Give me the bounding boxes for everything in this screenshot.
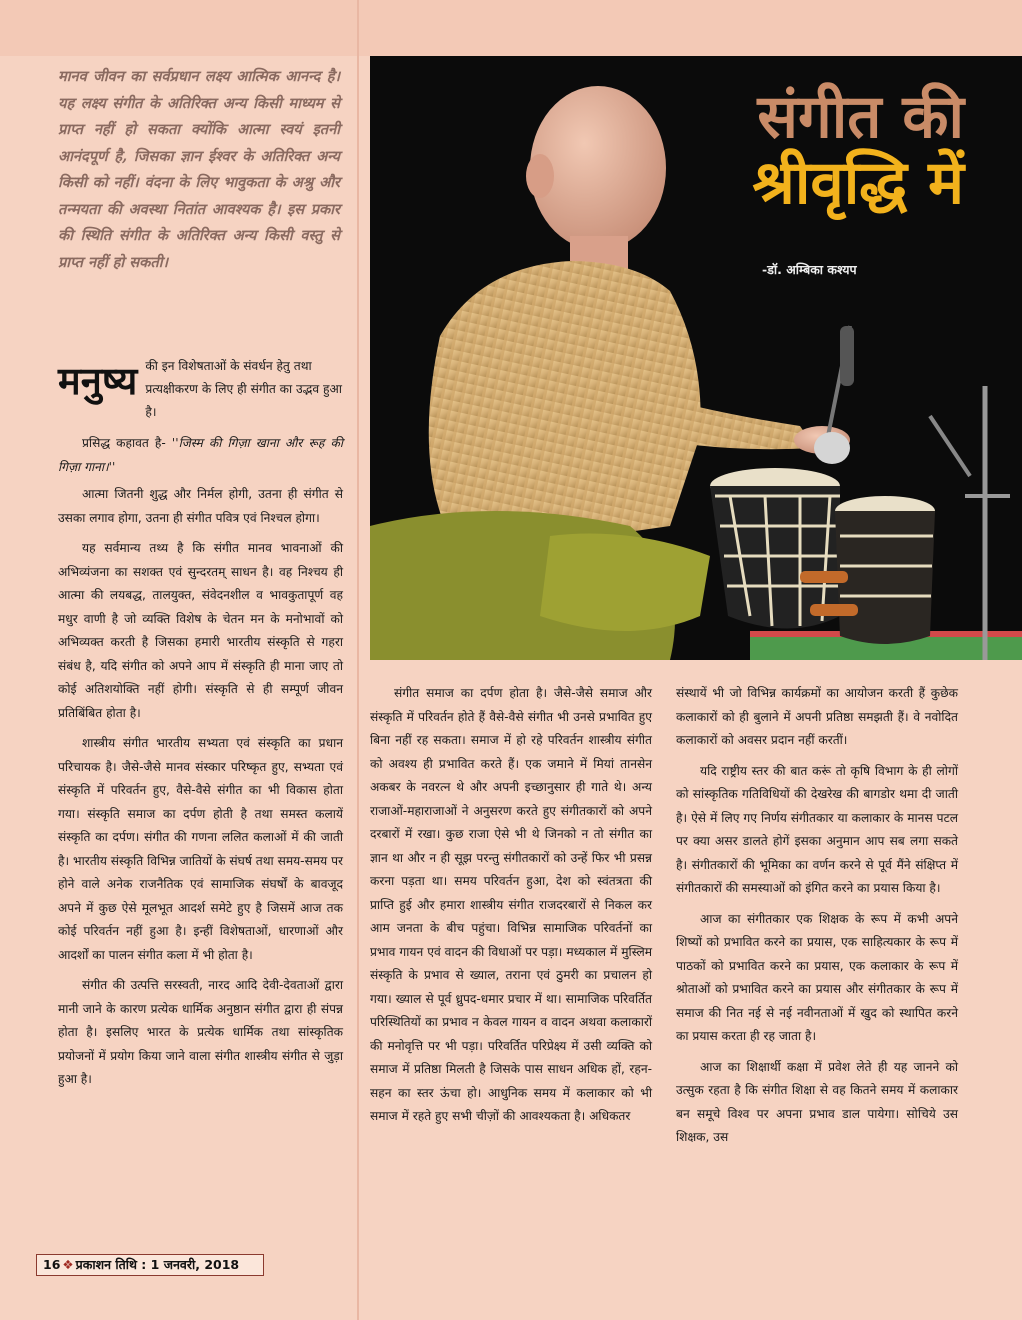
quote-text: ''जिस्म की गिज़ा खाना और रूह की गिज़ा गाना।'' bbox=[58, 436, 343, 474]
top-band bbox=[0, 0, 1022, 56]
quote-lead: प्रसिद्ध कहावत है- bbox=[82, 436, 172, 450]
left-paragraph: आत्मा जितनी शुद्ध और निर्मल होगी, उतना ही संगीत से उसका लगाव होगा, उतना ही संगीत पवित्र एवं निश्चल होगा। bbox=[58, 487, 343, 525]
page-footer bbox=[36, 1254, 264, 1276]
right-paragraph: यदि राष्ट्रीय स्तर की बात करूं तो कृषि विभाग के ही लोगों को सांस्कृतिक गतिविधियों की देखरेख की बागडोर थमा दी जाती है। ऐसे में लिए गए निर्णय संगीतकार या कलाकार के मानस पटल पर क्या असर डालते होगें इसका अनुमान आप सब लगा सकते है। संगीतकारों की भूमिका का वर्णन करने से पूर्व मैंने संक्षिप्त में संगीतकारों की समस्याओं को इंगित करने का प्रयास किया है। bbox=[676, 763, 958, 895]
tabla-player-photo bbox=[370, 56, 1022, 660]
left-paragraph: संगीत की उत्पत्ति सरस्वती, नारद आदि देवी-देवताओं द्वारा मानी जाने के कारण प्रत्येक धार्मिक अनुष्ठान संगीत द्वारा ही संपन्न होता है। इसलिए भारत के प्रत्येक धार्मिक तथा सांस्कृतिक प्रयोजनों में प्रयोग किया जाने वाला संगीत शास्त्रीय संगीत से जुड़ा हुआ है। bbox=[58, 978, 343, 1086]
left-paragraph: यह सर्वमान्य तथ्य है कि संगीत मानव भावनाओं की अभिव्यंजना का सशक्त एवं सुन्दरतम् साधन है। वह निश्चय ही आत्मा की लयबद्ध, तालयुक्त, संवेदनशील व भावकुतापूर्ण वह मधुर वाणी है जो व्यक्ति विशेष के चेतन मन के मनोभावों को अभिव्यक्त करती है जिसका हमारी भारतीय संस्कृति से गहरा संबंध है, यदि संगीत को अपने आप में संस्कृति ही माना जाए तो कोई अतिशयोक्ति नहीं होगी। संस्कृति से ही सम्पूर्ण जीवन प्रतिबिंबित होता है। bbox=[58, 541, 343, 720]
opening-paragraph bbox=[58, 355, 343, 424]
title-line-2: श्रीवृद्धि में bbox=[752, 148, 964, 218]
left-paragraph: शास्त्रीय संगीत भारतीय सभ्यता एवं संस्कृति का प्रधान परिचायक है। जैसे-जैसे मानव संस्कार परिष्कृत हुए, सभ्यता एवं संस्कृति में परिवर्तन हुए, वैसे-वैसे संगीत का भी विकास होता गया। संस्कृति समाज का दर्पण होती है तथा समस्त कलायें संस्कृति का दर्पण। संगीत की गणना ललित कलाओं में की जाती है। भारतीय संस्कृति विभिन्न जातियों के संघर्ष तथा समय-समय पर होने वाले अनेक राजनैतिक एवं सामाजिक संघर्षों के बावजूद अपने में कुछ ऐसे मूलभूत आदर्श समेटे हुए है जिसमें आज तक कोई परिवर्तन नहीं हुआ है। इन्हीं विशेषताओं, धारणाओं और आदर्शों का पालन संगीत कला में भी होता है। bbox=[58, 736, 343, 962]
right-paragraph: आज का शिक्षार्थी कक्षा में प्रवेश लेते ही यह जानने को उत्सुक रहता है कि संगीत शिक्षा से वह कितने समय में कलाकार बन समूचे विश्व पर अपना प्रभाव डाल पायेगा। सोचिये उस शिक्षक, उस bbox=[676, 1059, 958, 1144]
first-paragraph: की इन विशेषताओं के संवर्धन हेतु तथा प्रत्यक्षीकरण के लिए ही संगीत का उद्भव हुआ है। bbox=[145, 359, 342, 419]
publication-date: प्रकाशन तिथि : 1 जनवरी, 2018 bbox=[75, 1257, 240, 1272]
middle-column bbox=[370, 682, 652, 1136]
article-title bbox=[752, 84, 964, 216]
diamond-icon: ❖ bbox=[62, 1257, 74, 1272]
author-byline: -डॉ. अम्बिका कश्यप bbox=[762, 262, 857, 277]
right-column bbox=[676, 682, 958, 1157]
right-paragraph: संस्थायें भी जो विभिन्न कार्यक्रमों का आयोजन करती हैं कुछेक कलाकारों को ही बुलाने में अपनी प्रतिष्ठा समझती हैं। वे नवोदित कलाकारों को अवसर प्रदान नहीं करतीं। bbox=[676, 686, 958, 747]
dropcap-word: मनुष्य bbox=[58, 358, 138, 403]
title-line-1: संगीत की bbox=[757, 82, 964, 152]
intro-blurb: मानव जीवन का सर्वप्रधान लक्ष्य आत्मिक आनन्द है। यह लक्ष्य संगीत के अतिरिक्त अन्य किसी माध्यम से प्राप्त नहीं हो सकता क्योंकि आत्मा स्वयं इतनी आनंदपूर्ण है, जिसका ज्ञान ईश्वर के अतिरिक्त अन्य किसी को नहीं। वंदना के लिए भावुकता के अश्रु और तन्मयता की अवस्था नितांत आवश्यक है। इस प्रकार की स्थिति संगीत के अतिरिक्त अन्य किसी वस्तु से प्राप्त नहीं हो सकती। bbox=[58, 68, 340, 271]
left-column bbox=[58, 432, 343, 1099]
right-paragraph: आज का संगीतकार एक शिक्षक के रूप में कभी अपने शिष्यों को प्रभावित करने का प्रयास, एक साहित्यकार के रूप में पाठकों को प्रभावित करने का प्रयास, एक कलाकार के रूप में श्रोताओं को प्रभावित करने का प्रयास और संगीतकार के रूप में समाज की नित नई से नई नवीनताओं में खुद को स्थापित करने का प्रयास करता ही रह जाता है। bbox=[676, 911, 958, 1043]
column-gutter bbox=[357, 0, 359, 1320]
quote-paragraph bbox=[58, 432, 343, 479]
page-number: 16 bbox=[43, 1257, 61, 1272]
middle-paragraph: संगीत समाज का दर्पण होता है। जैसे-जैसे समाज और संस्कृति में परिवर्तन होते हैं वैसे-वैसे संगीत भी उनसे प्रभावित हुए बिना नहीं रह सकता। समाज में हो रहे परिवर्तन शास्त्रीय संगीत को अवश्य ही प्रभावित करते हैं। एक जमाने में मियां तानसेन अकबर के नवरत्न थे और अपनी इच्छानुसार ही गाते थे। अन्य राजाओं-महाराजाओं ने अनुसरण करते हुए संगीतकारों को अपने दरबारों में रखा। कुछ राजा ऐसे भी थे जिनको न तो संगीत का ज्ञान था और न ही सूझ परन्तु संगीतकारों को उन्हें फिर भी प्रसन्न करना पड़ता था। समय परिवर्तन हुआ, देश को स्वंतत्रता की प्राप्ति हुई और हमारा शास्त्रीय संगीत राजदरबारों से निकल कर आम जनता के बीच पहुंचा। विभिन्न सामाजिक परिवर्तनों का प्रभाव गायन एवं वादन की विधाओं पर पड़ा। मध्यकाल में मुस्लिम संस्कृति के प्रभाव से ख्याल, तराना एवं ठुमरी का प्रचालन हो गया। ख्याल से पूर्व ध्रुपद-धमार प्रचार में था। सामाजिक परिवर्तित परिस्थितियों का प्रभाव न केवल गायन व वादन अथवा कलाकारों की मनोवृत्ति पर भी पड़ा। परिवर्तित परिप्रेक्ष्य में उसी व्यक्ति को समाज में प्रतिष्ठा मिलती है जिसके पास साधन अधिक हों, रहन-सहन का स्तर ऊंचा हो। आधुनिक समय में कलाकार को भी समाज में रहते हुए सभी चीज़ों की आवश्यकता है। अधिकतर bbox=[370, 686, 652, 1123]
